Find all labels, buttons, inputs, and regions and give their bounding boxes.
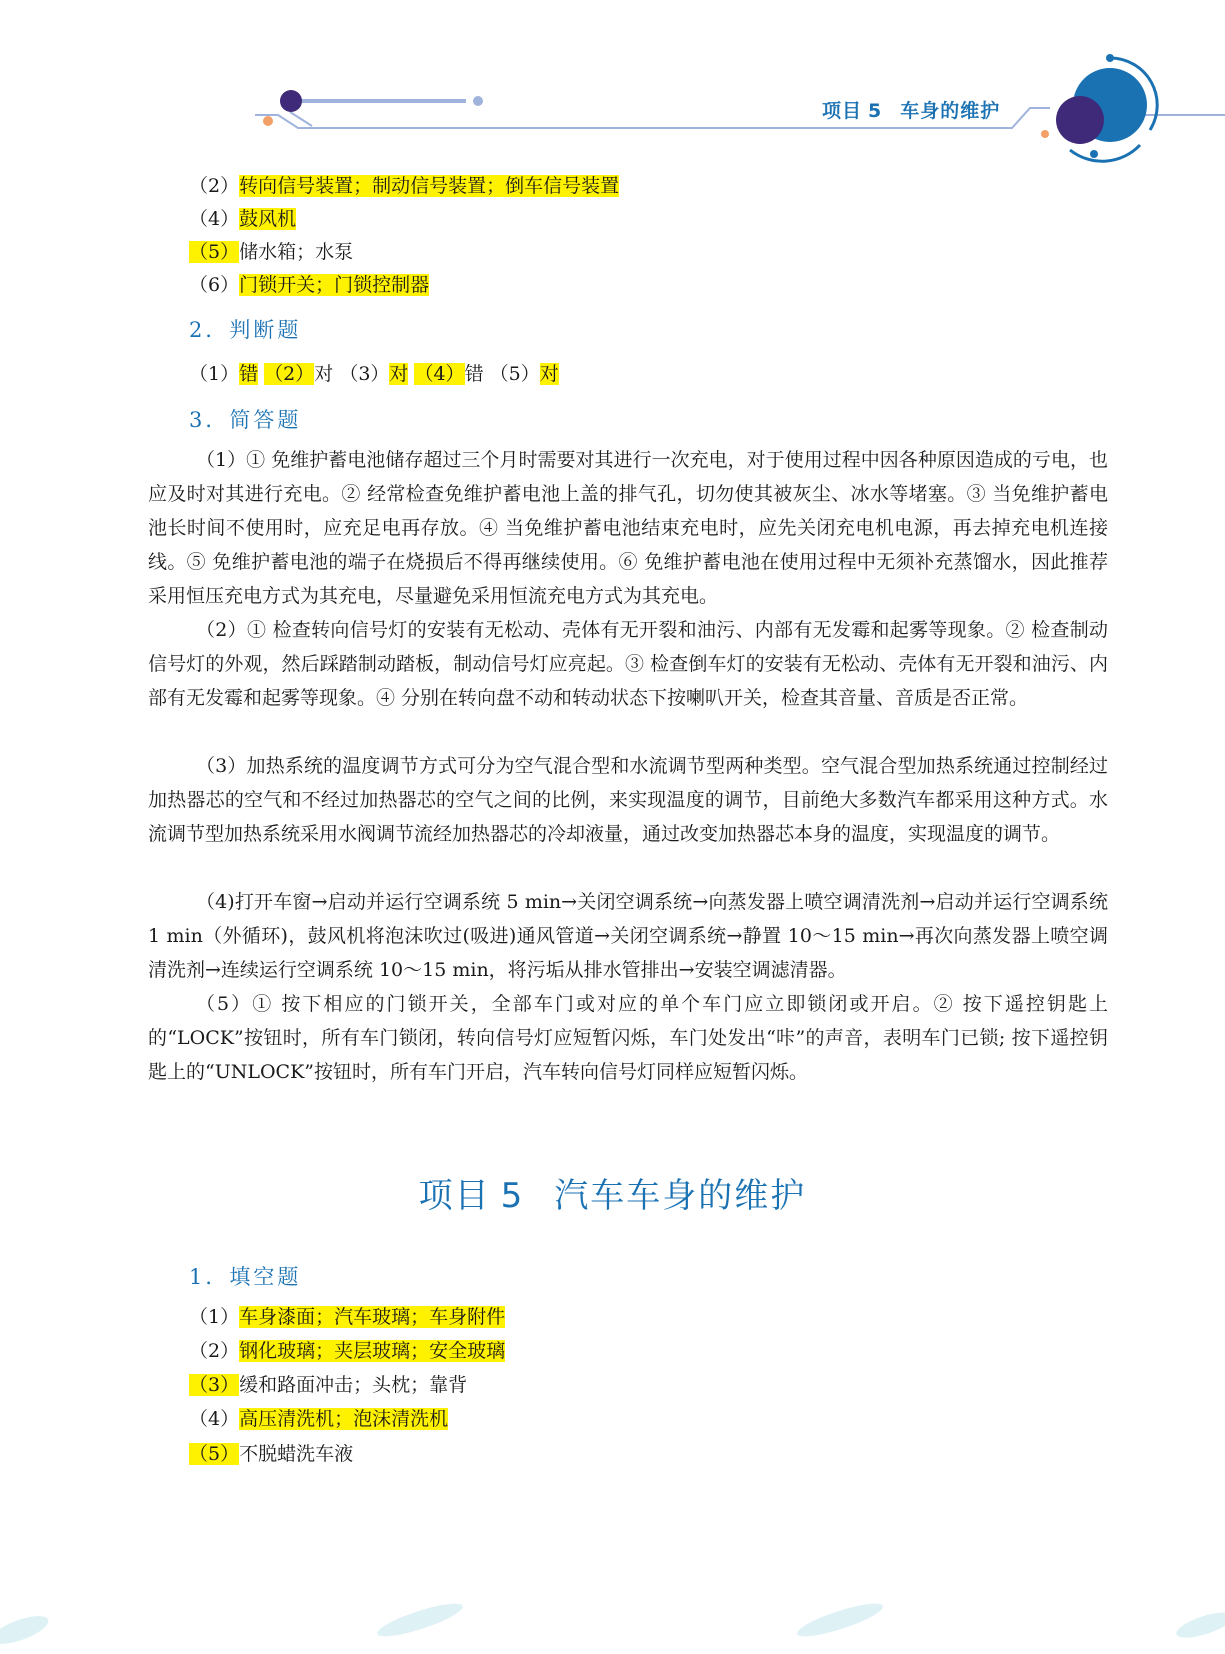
section-title-text: 汽车车身的维护 xyxy=(554,1176,807,1216)
answer-number: （5） xyxy=(189,241,240,263)
answer-text: 储水箱；水泵 xyxy=(239,241,354,263)
answer-line xyxy=(189,1370,467,1400)
answer-text: 门锁开关；门锁控制器 xyxy=(239,274,430,296)
answer-text: 缓和路面冲击；头枕；靠背 xyxy=(239,1374,468,1396)
judge-value: 错 xyxy=(464,363,484,385)
answer-line xyxy=(189,237,353,267)
watermark xyxy=(0,1590,1225,1650)
judge-value: 对 xyxy=(539,363,559,385)
answer-line xyxy=(189,270,429,300)
judge-number: （3） xyxy=(339,363,390,385)
judge-value: 错 xyxy=(239,363,259,385)
header-project-number: 5 xyxy=(868,100,883,122)
answer-text: 转向信号装置；制动信号装置；倒车信号装置 xyxy=(239,175,620,197)
answer-paragraph: （1）① 免维护蓄电池储存超过三个月时需要对其进行一次充电，对于使用过程中因各种原因造成的亏电，也应及时对其进行充电。② 经常检查免维护蓄电池上盖的排气孔，切勿使其被灰尘、冰水等堵塞。③ 当免维护蓄电池长时间不使用时，应充足电再存放。④ 当免维护蓄电池结束充电时，应先关闭充电机电源，再去掉充电机连接线。⑤ 免维护蓄电池的端子在烧损后不得再继续使用。⑥ 免维护蓄电池在使用过程中无须补充蒸馏水，因此推荐采用恒压充电方式为其充电，尽量避免采用恒流充电方式为其充电。 xyxy=(148,449,1108,607)
header-project-title: 车身的维护 xyxy=(900,100,1001,122)
answer-number: （4） xyxy=(189,208,240,230)
answer-line xyxy=(189,1439,353,1469)
page-header xyxy=(0,0,1225,170)
answer-number: （2） xyxy=(189,1340,240,1362)
answer-text: 鼓风机 xyxy=(239,208,297,230)
judge-value: 对 xyxy=(314,363,334,385)
answer-line xyxy=(189,171,619,201)
judge-value: 对 xyxy=(389,363,409,385)
answer-text: 车身漆面；汽车玻璃；车身附件 xyxy=(239,1306,506,1328)
answer-paragraph: （3）加热系统的温度调节方式可分为空气混合型和水流调节型两种类型。空气混合型加热系统通过控制经过加热器芯的空气和不经过加热器芯的空气之间的比例，来实现温度的调节，目前绝大多数汽车都采用这种方式。水流调节型加热系统采用水阀调节流经加热器芯的冷却液量，通过改变加热器芯本身的温度，实现温度的调节。 xyxy=(148,755,1108,845)
section-label: 项目 xyxy=(418,1176,491,1216)
fill-heading: 1．填空题 xyxy=(189,1265,302,1289)
header-project-label: 项目 xyxy=(822,100,863,122)
answer-number: （2） xyxy=(189,175,240,197)
judge-number: （2） xyxy=(264,363,315,385)
judge-number: （4） xyxy=(414,363,465,385)
judge-number: （1） xyxy=(189,363,240,385)
answer-paragraph: （5）① 按下相应的门锁开关，全部车门或对应的单个车门应立即锁闭或开启。② 按下遥控钥匙上的“LOCK”按钮时，所有车门锁闭，转向信号灯应短暂闪烁，车门处发出“咔”的声音，表明车门已锁; 按下遥控钥匙上的“UNLOCK”按钮时，所有车门开启，汽车转向信号灯同样应短暂闪烁。 xyxy=(148,993,1108,1083)
judge-number: （5） xyxy=(489,363,540,385)
answer-number: （3） xyxy=(189,1374,240,1396)
answer-number: （6） xyxy=(189,274,240,296)
answer-line xyxy=(189,204,296,234)
watermark-shapes xyxy=(0,1590,1225,1650)
short-answer-heading: 3．简答题 xyxy=(189,408,302,432)
judge-answers xyxy=(189,359,559,389)
header-decoration xyxy=(0,0,1225,170)
answer-number: （4） xyxy=(189,1408,240,1430)
section-title xyxy=(0,1168,1225,1217)
answer-text: 不脱蜡洗车液 xyxy=(239,1443,354,1465)
section-number: 5 xyxy=(500,1176,525,1216)
running-header xyxy=(822,96,1000,123)
answer-paragraph: （4)打开车窗→启动并运行空调系统 5 min→关闭空调系统→向蒸发器上喷空调清洗剂→启动并运行空调系统 1 min（外循环)，鼓风机将泡沫吹过(吸进)通风管道→关闭空调系统→静置 10～15 min→再次向蒸发器上喷空调清洗剂→连续运行空调系统 10～15 min，将污垢从排水管排出→安装空调滤清器。 xyxy=(148,891,1108,981)
answer-line xyxy=(189,1336,505,1366)
judge-heading: 2．判断题 xyxy=(189,318,302,342)
answer-line xyxy=(189,1404,448,1434)
answer-line xyxy=(189,1302,505,1332)
answer-number: （1） xyxy=(189,1306,240,1328)
answer-text: 钢化玻璃；夹层玻璃；安全玻璃 xyxy=(239,1340,506,1362)
answer-number: （5） xyxy=(189,1443,240,1465)
answer-paragraph: （2）① 检查转向信号灯的安装有无松动、壳体有无开裂和油污、内部有无发霉和起雾等现象。② 检查制动信号灯的外观，然后踩踏制动踏板，制动信号灯应亮起。③ 检查倒车灯的安装有无松动、壳体有无开裂和油污、内部有无发霉和起雾等现象。④ 分别在转向盘不动和转动状态下按喇叭开关，检查其音量、音质是否正常。 xyxy=(148,619,1108,709)
answer-text: 高压清洗机；泡沫清洗机 xyxy=(239,1408,449,1430)
